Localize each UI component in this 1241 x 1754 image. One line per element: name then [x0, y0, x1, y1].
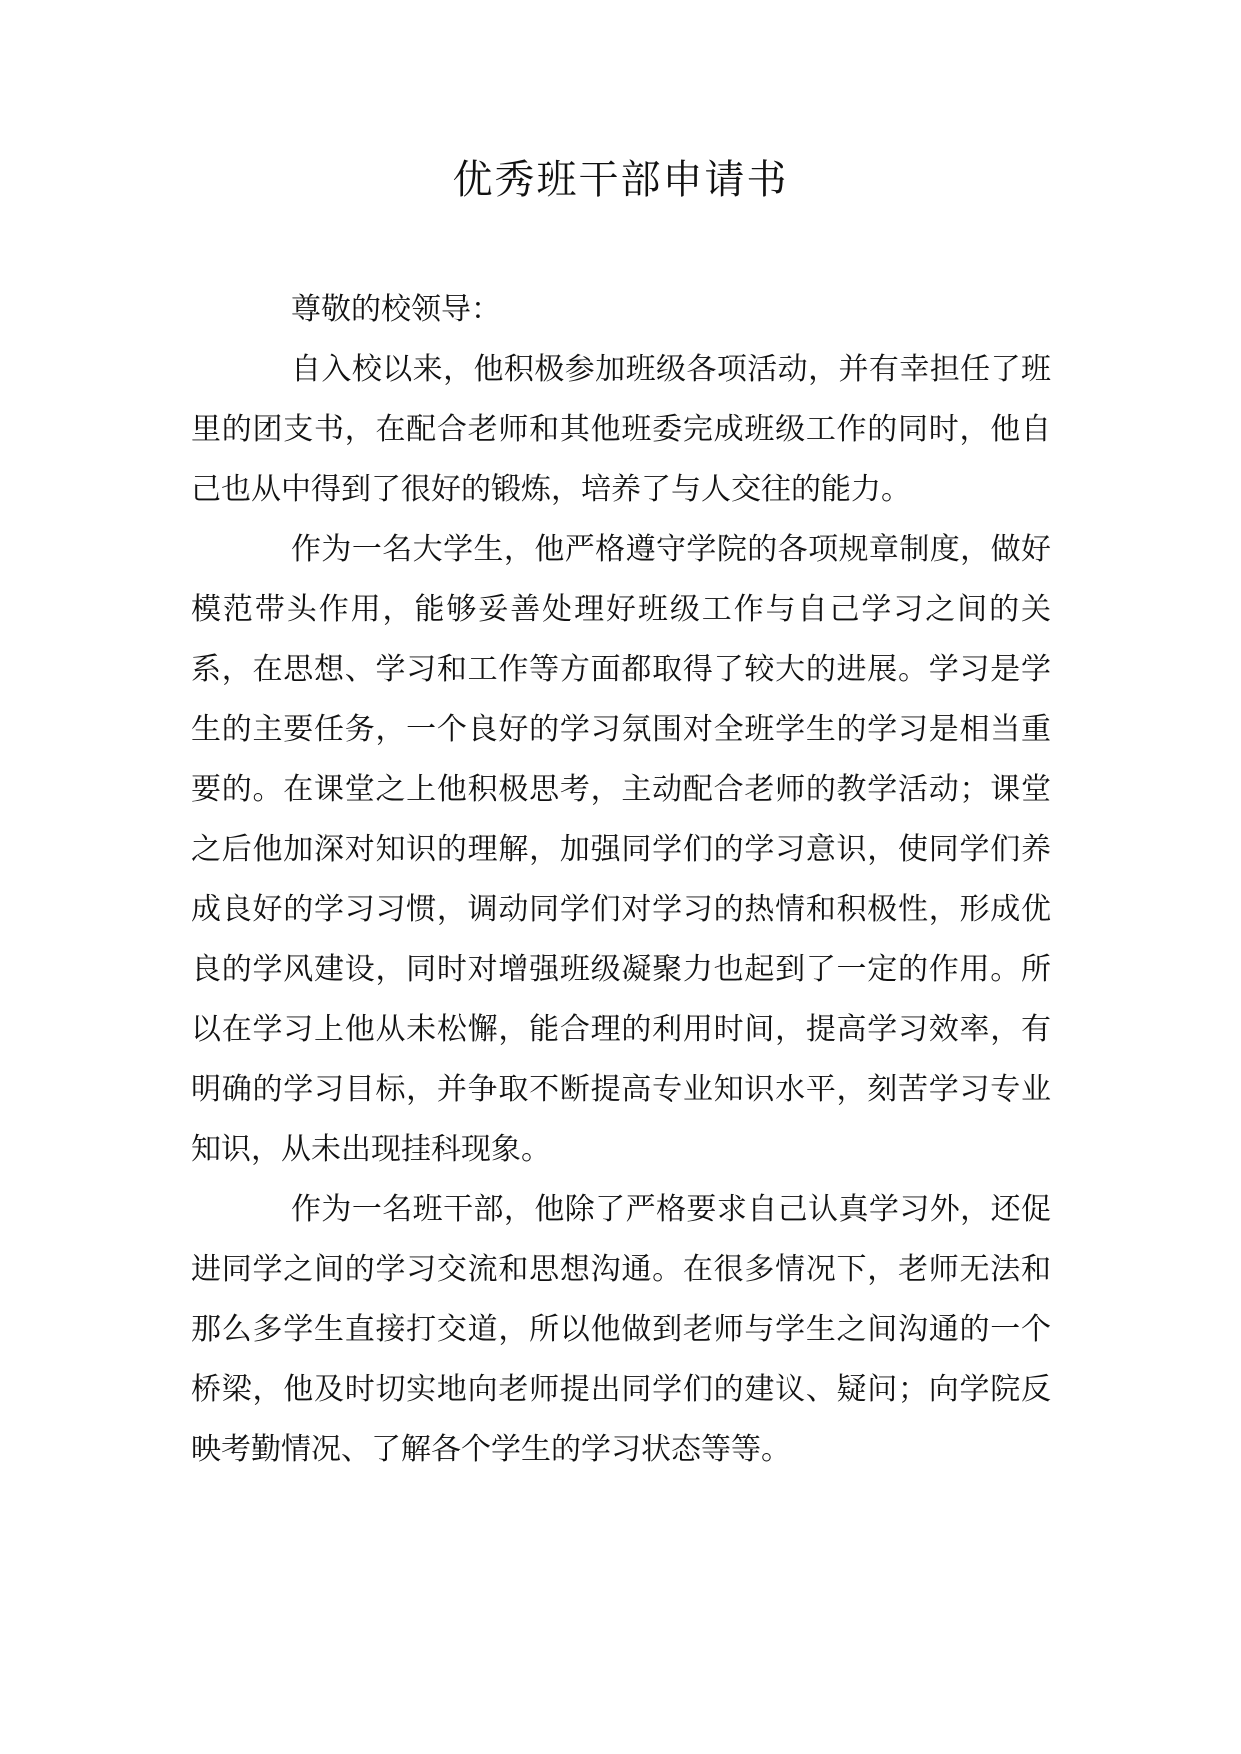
paragraph-3: 作为一名班干部，他除了严格要求自己认真学习外，还促进同学之间的学习交流和思想沟通。在很多情况下，老师无法和那么多学生直接打交道，所以他做到老师与学生之间沟通的一个桥梁，他及时切实地向老师提出同学们的建议、疑问；向学院反映考勤情况、了解各个学生的学习状态等等。 — [191, 1192, 1051, 1467]
paragraph-1: 自入校以来，他积极参加班级各项活动，并有幸担任了班里的团支书，在配合老师和其他班委完成班级工作的同时，他自己也从中得到了很好的锻炼，培养了与人交往的能力。 — [191, 352, 1051, 507]
document-title: 优秀班干部申请书 — [452, 157, 789, 203]
salutation: 尊敬的校领导： — [291, 292, 501, 327]
document-body — [191, 280, 1051, 1480]
paragraph-2: 作为一名大学生，他严格遵守学院的各项规章制度，做好模范带头作用，能够妥善处理好班级工作与自己学习之间的关系，在思想、学习和工作等方面都取得了较大的进展。学习是学生的主要任务，一个良好的学习氛围对全班学生的学习是相当重要的。在课堂之上他积极思考，主动配合老师的教学活动；课堂之后他加深对知识的理解，加强同学们的学习意识，使同学们养成良好的学习习惯，调动同学们对学习的热情和积极性，形成优良的学风建设，同时对增强班级凝聚力也起到了一定的作用。所以在学习上他从未松懈，能合理的利用时间，提高学习效率，有明确的学习目标，并争取不断提高专业知识水平，刻苦学习专业知识，从未出现挂科现象。 — [191, 532, 1051, 1167]
